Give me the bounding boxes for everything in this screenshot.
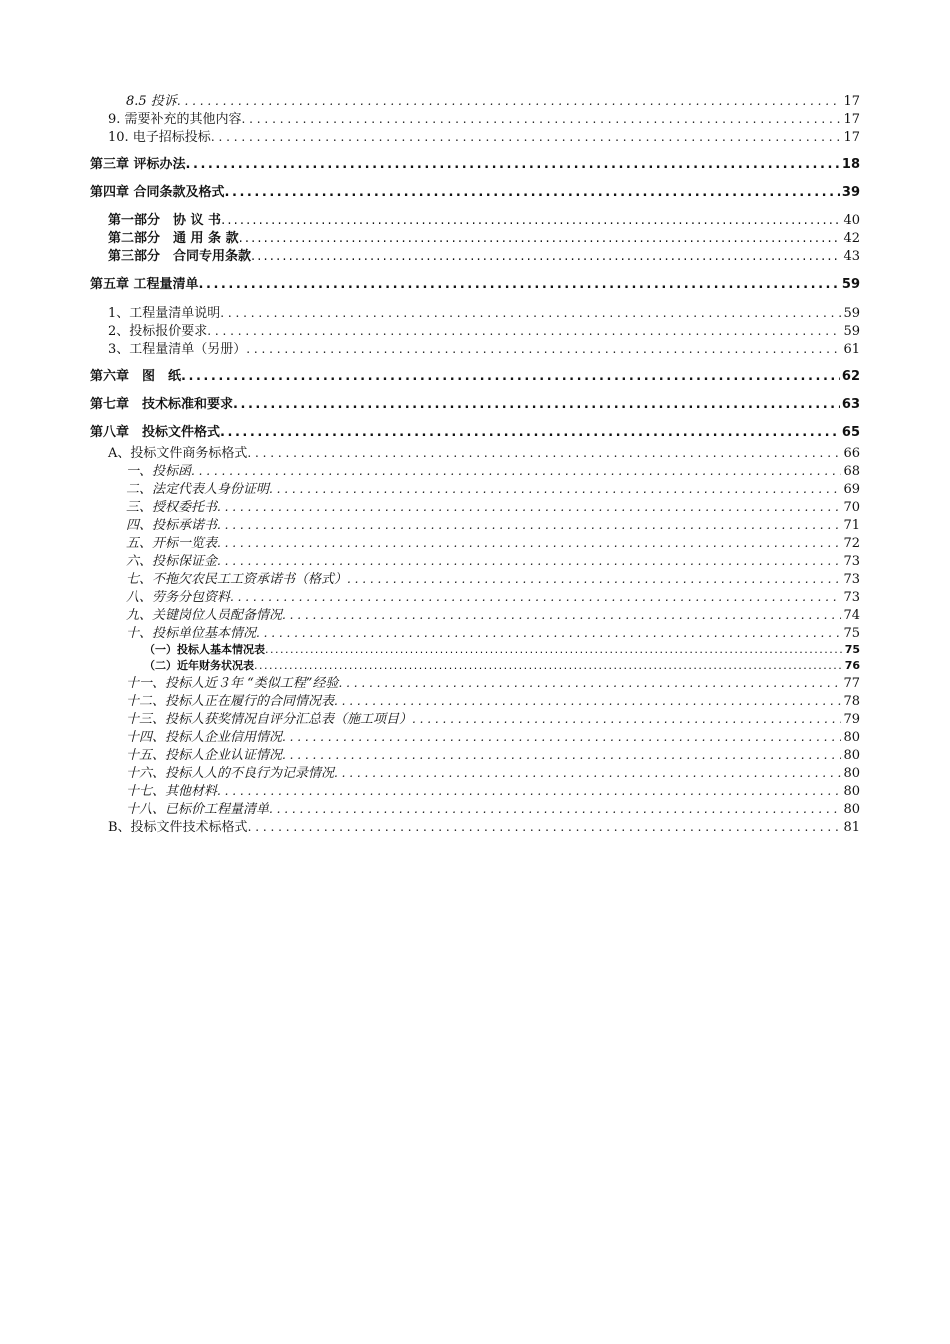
toc-entry[interactable]	[90, 818, 860, 836]
toc-entry-label: 第六章 图 纸	[90, 369, 182, 384]
toc-page-number: 65	[841, 425, 860, 440]
toc-entry-label: 七、不拖欠农民工工资承诺书（格式）	[126, 572, 348, 587]
toc-page-number: 59	[843, 306, 860, 321]
toc-leader-dots	[256, 624, 841, 643]
toc-entry-label: 三、授权委托书	[126, 500, 218, 515]
toc-entry[interactable]	[90, 534, 860, 552]
toc-entry[interactable]	[90, 368, 860, 386]
toc-entry[interactable]	[90, 658, 860, 674]
toc-leader-dots	[177, 92, 842, 111]
toc-entry-label: 9. 需要补充的其他内容	[108, 112, 242, 127]
toc-entry[interactable]	[90, 322, 860, 340]
toc-leader-dots	[246, 340, 841, 359]
toc-entry-label: 十、投标单位基本情况	[126, 626, 257, 641]
toc-leader-dots	[338, 674, 841, 693]
toc-leader-dots	[242, 110, 842, 129]
toc-page-number: 69	[843, 482, 860, 497]
toc-entry-label: （一）投标人基本情况表	[144, 643, 265, 656]
toc-leader-dots	[251, 248, 841, 266]
toc-leader-dots	[225, 184, 840, 202]
toc-entry[interactable]	[90, 728, 860, 746]
toc-page-number: 76	[844, 659, 860, 672]
toc-entry[interactable]	[90, 674, 860, 692]
toc-leader-dots	[186, 156, 840, 174]
toc-entry-label: 一、投标函	[126, 464, 192, 479]
toc-entry[interactable]	[90, 606, 860, 624]
toc-entry-label: 第五章 工程量清单	[90, 277, 199, 292]
toc-page-number: 71	[843, 518, 860, 533]
toc-leader-dots	[254, 658, 843, 674]
toc-page-number: 75	[843, 626, 860, 641]
toc-page-number: 66	[843, 446, 860, 461]
toc-entry-label: 十一、投标人近３年 “类似工程”经验	[126, 676, 339, 691]
toc-leader-dots	[221, 212, 841, 230]
toc-leader-dots	[334, 692, 841, 711]
toc-entry-label: 十五、投标人企业认证情况	[126, 748, 283, 763]
toc-page-number: 79	[843, 712, 860, 727]
toc-entry[interactable]	[90, 462, 860, 480]
toc-page-number: 80	[843, 802, 860, 817]
toc-entry-label: 第一部分 协 议 书	[108, 213, 222, 228]
toc-entry-label: 第七章 技术标准和要求	[90, 397, 234, 412]
toc-entry-label: B、投标文件技术标格式	[108, 820, 248, 835]
toc-entry[interactable]	[90, 764, 860, 782]
toc-entry-label: 第三部分 合同专用条款	[108, 249, 252, 264]
toc-page-number: 73	[843, 590, 860, 605]
toc-entry[interactable]	[90, 276, 860, 294]
toc-leader-dots	[347, 570, 841, 589]
toc-entry-label: 10. 电子招标投标	[108, 130, 211, 145]
toc-entry-label: 第四章 合同条款及格式	[90, 185, 225, 200]
toc-page-number: 17	[843, 94, 860, 109]
toc-entry[interactable]	[90, 782, 860, 800]
toc-entry[interactable]	[90, 642, 860, 658]
toc-page-number: 80	[843, 748, 860, 763]
toc-entry[interactable]	[90, 340, 860, 358]
toc-entry[interactable]	[90, 230, 860, 248]
toc-entry[interactable]	[90, 156, 860, 174]
toc-entry[interactable]	[90, 212, 860, 230]
toc-page-number: 43	[843, 249, 860, 264]
toc-entry[interactable]	[90, 710, 860, 728]
toc-page-number: 39	[841, 185, 860, 200]
toc-entry-label: 3、工程量清单（另册）	[108, 342, 247, 357]
toc-page-number: 80	[843, 784, 860, 799]
toc-entry-label: 八、劳务分包资料	[126, 590, 231, 605]
toc-page-number: 77	[843, 676, 860, 691]
toc-page-number: 18	[841, 157, 860, 172]
toc-entry-label: 十六、投标人人的不良行为记录情况	[126, 766, 335, 781]
toc-entry-label: （二）近年财务状况表	[144, 659, 254, 672]
toc-entry[interactable]	[90, 570, 860, 588]
toc-leader-dots	[269, 480, 841, 499]
toc-entry-label: 第二部分 通 用 条 款	[108, 231, 239, 246]
toc-page-number: 81	[843, 820, 860, 835]
toc-entry[interactable]	[90, 480, 860, 498]
toc-leader-dots	[191, 462, 841, 481]
toc-page-number: 75	[844, 643, 860, 656]
toc-entry[interactable]	[90, 692, 860, 710]
toc-leader-dots	[412, 710, 841, 729]
toc-leader-dots	[217, 498, 841, 517]
toc-page-number: 74	[843, 608, 860, 623]
toc-leader-dots	[265, 642, 843, 658]
toc-page-number: 73	[843, 554, 860, 569]
toc-leader-dots	[207, 322, 841, 341]
toc-leader-dots	[220, 424, 840, 442]
toc-entry-label: 六、投标保证金	[126, 554, 218, 569]
toc-entry[interactable]	[90, 588, 860, 606]
toc-leader-dots	[248, 818, 842, 837]
toc-entry[interactable]	[90, 396, 860, 414]
toc-page-number: 78	[843, 694, 860, 709]
table-of-contents	[90, 92, 860, 836]
toc-entry-label: 十八、已标价工程量清单	[126, 802, 270, 817]
toc-leader-dots	[233, 396, 840, 414]
toc-page-number: 68	[843, 464, 860, 479]
toc-entry[interactable]	[90, 746, 860, 764]
toc-page-number: 59	[843, 324, 860, 339]
toc-entry-label: 四、投标承诺书	[126, 518, 218, 533]
toc-page-number: 42	[843, 231, 860, 246]
toc-entry[interactable]	[90, 248, 860, 266]
toc-entry-label: 十三、投标人获奖情况自评分汇总表（施工项目）	[126, 712, 413, 727]
toc-entry-label: 第八章 投标文件格式	[90, 425, 221, 440]
toc-entry[interactable]	[90, 552, 860, 570]
toc-leader-dots	[181, 368, 840, 386]
toc-entry-label: 十二、投标人正在履行的合同情况表	[126, 694, 335, 709]
toc-entry[interactable]	[90, 304, 860, 322]
toc-leader-dots	[211, 128, 842, 147]
toc-leader-dots	[239, 230, 842, 248]
toc-page-number: 70	[843, 500, 860, 515]
toc-page-number: 17	[843, 112, 860, 127]
toc-page-number: 17	[843, 130, 860, 145]
toc-entry[interactable]	[90, 184, 860, 202]
toc-entry-label: 二、法定代表人身份证明	[126, 482, 270, 497]
toc-leader-dots	[334, 764, 841, 783]
toc-entry[interactable]	[90, 444, 860, 462]
toc-leader-dots	[269, 800, 841, 819]
toc-page-number: 62	[841, 369, 860, 384]
toc-page-number: 73	[843, 572, 860, 587]
toc-page-number: 80	[843, 766, 860, 781]
toc-leader-dots	[282, 606, 841, 625]
toc-leader-dots	[217, 516, 841, 535]
toc-entry-label: 第三章 评标办法	[90, 157, 186, 172]
toc-leader-dots	[220, 304, 841, 323]
toc-entry[interactable]	[90, 624, 860, 642]
toc-page-number: 63	[841, 397, 860, 412]
toc-entry[interactable]	[90, 424, 860, 442]
toc-entry[interactable]	[90, 516, 860, 534]
toc-leader-dots	[230, 588, 841, 607]
toc-entry[interactable]	[90, 800, 860, 818]
toc-entry-label: 九、关键岗位人员配备情况	[126, 608, 283, 623]
toc-page-number: 59	[841, 277, 860, 292]
toc-entry[interactable]	[90, 110, 860, 128]
toc-entry-label: 8.5 投诉	[126, 94, 177, 109]
toc-entry-label: A、投标文件商务标格式	[108, 446, 248, 461]
toc-leader-dots	[217, 552, 841, 571]
toc-entry-label: 十七、其他材料	[126, 784, 218, 799]
toc-leader-dots	[247, 444, 841, 463]
toc-entry-label: 五、开标一览表	[126, 536, 218, 551]
toc-entry-label: 十四、投标人企业信用情况	[126, 730, 283, 745]
toc-entry[interactable]	[90, 128, 860, 146]
toc-entry-label: 1、工程量清单说明	[108, 306, 221, 321]
toc-page-number: 40	[843, 213, 860, 228]
toc-entry-label: 2、投标报价要求	[108, 324, 208, 339]
toc-leader-dots	[217, 782, 841, 801]
toc-page-number: 72	[843, 536, 860, 551]
toc-entry[interactable]	[90, 498, 860, 516]
toc-leader-dots	[282, 728, 841, 747]
toc-leader-dots	[199, 276, 840, 294]
toc-leader-dots	[282, 746, 841, 765]
toc-page-number: 80	[843, 730, 860, 745]
toc-leader-dots	[217, 534, 841, 553]
toc-page-number: 61	[843, 342, 860, 357]
toc-entry[interactable]	[90, 92, 860, 110]
